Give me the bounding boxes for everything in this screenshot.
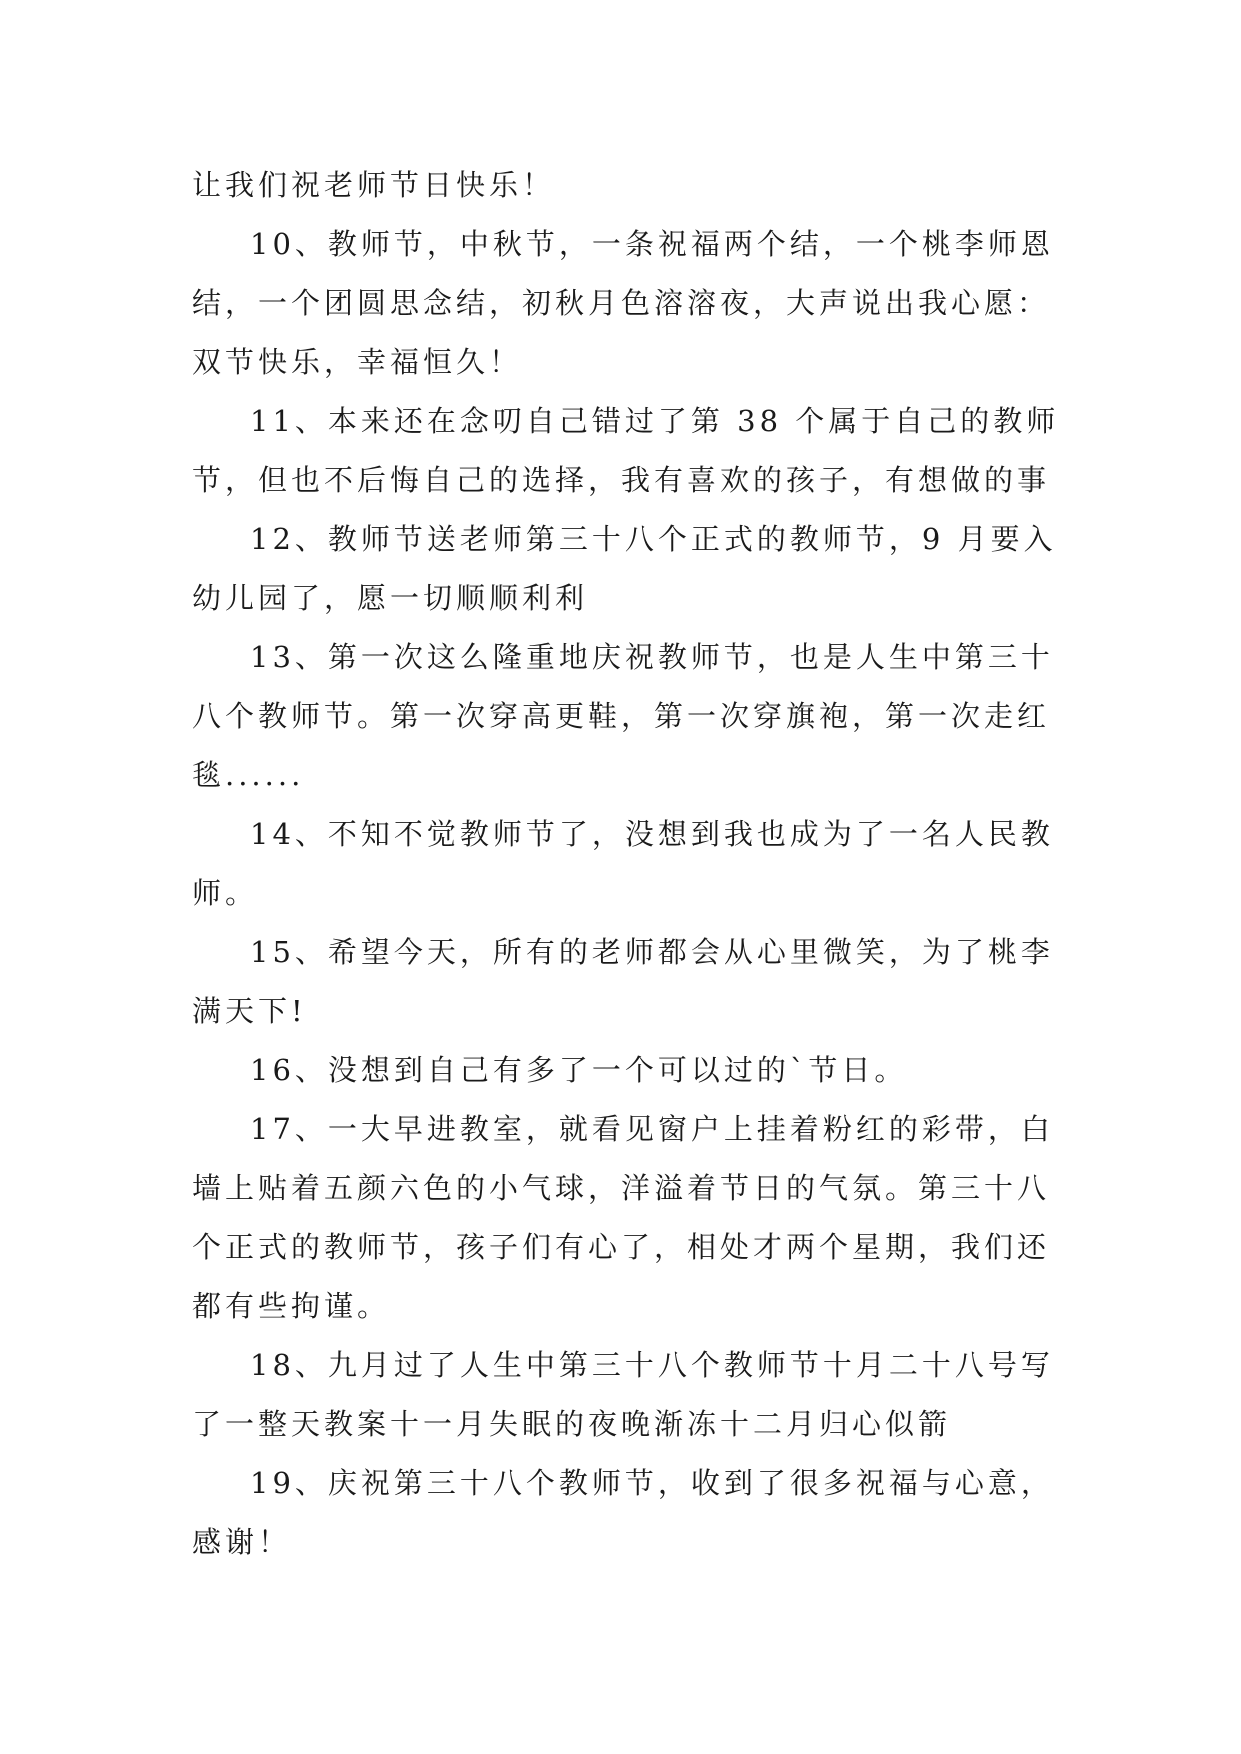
text-line: 10、教师节，中秋节，一条祝福两个结，一个桃李师恩 — [250, 227, 1054, 261]
text-line: 感谢！ — [192, 1525, 292, 1559]
document-body — [192, 156, 1060, 1572]
text-line: 18、九月过了人生中第三十八个教师节十月二十八号写 — [250, 1348, 1054, 1382]
text-line: 墙上贴着五颜六色的小气球，洋溢着节日的气氛。第三十八 — [192, 1171, 1051, 1205]
text-line: 15、希望今天，所有的老师都会从心里微笑，为了桃李 — [250, 935, 1054, 969]
text-line: 14、不知不觉教师节了，没想到我也成为了一名人民教 — [250, 817, 1054, 851]
text-line: 毯...... — [192, 758, 305, 792]
text-line: 19、庆祝第三十八个教师节，收到了很多祝福与心意， — [250, 1466, 1054, 1500]
text-line: 16、没想到自己有多了一个可以过的`节日。 — [250, 1053, 908, 1087]
text-line: 个正式的教师节，孩子们有心了，相处才两个星期，我们还 — [192, 1230, 1051, 1264]
text-line: 13、第一次这么隆重地庆祝教师节，也是人生中第三十 — [250, 640, 1054, 674]
text-line: 双节快乐，幸福恒久！ — [192, 345, 523, 379]
text-line: 了一整天教案十一月失眠的夜晚渐冻十二月归心似箭 — [192, 1407, 952, 1441]
text-line: 11、本来还在念叨自己错过了第 38 个属于自己的教师 — [250, 404, 1060, 438]
text-line: 让我们祝老师节日快乐！ — [192, 168, 556, 202]
text-line: 17、一大早进教室，就看见窗户上挂着粉红的彩带，白 — [250, 1112, 1054, 1146]
text-line: 节，但也不后悔自己的选择，我有喜欢的孩子，有想做的事 — [192, 463, 1051, 497]
text-line: 结，一个团圆思念结，初秋月色溶溶夜，大声说出我心愿： — [192, 286, 1051, 320]
text-line: 八个教师节。第一次穿高更鞋，第一次穿旗袍，第一次走红 — [192, 699, 1051, 733]
text-line: 都有些拘谨。 — [192, 1289, 391, 1323]
text-line: 师。 — [192, 876, 259, 910]
text-line: 满天下! — [192, 994, 307, 1028]
text-line: 12、教师节送老师第三十八个正式的教师节，9 月要入 — [250, 522, 1057, 556]
text-line: 幼儿园了，愿一切顺顺利利 — [192, 581, 589, 615]
